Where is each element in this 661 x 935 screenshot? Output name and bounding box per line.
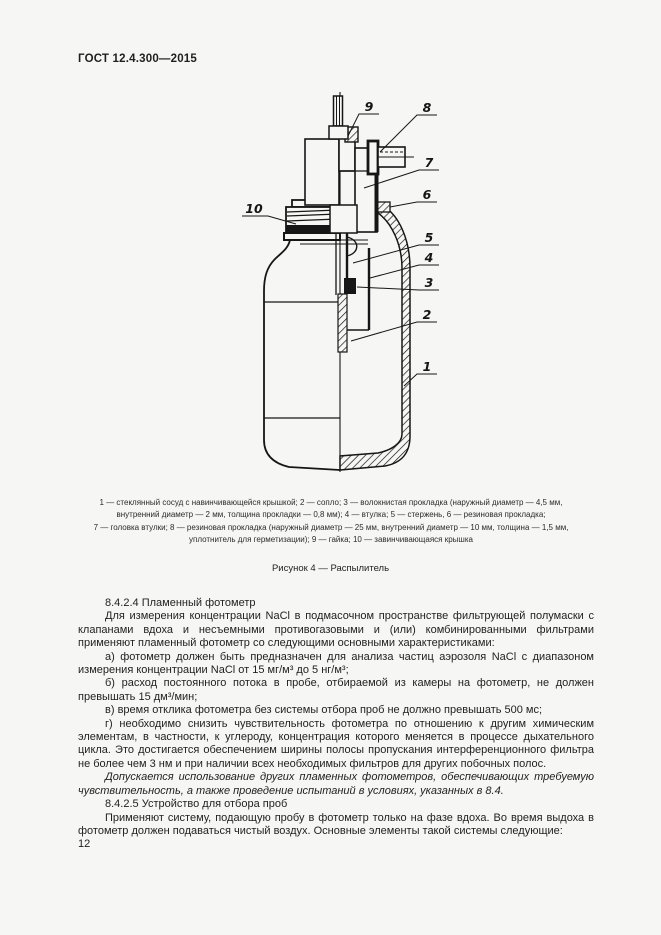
- page-header: ГОСТ 12.4.300—2015: [78, 53, 197, 65]
- paragraph-heading-8425: 8.4.2.5 Устройство для отбора проб: [105, 798, 288, 811]
- figure-caption: [66, 497, 596, 547]
- leader-line-6: [390, 202, 437, 207]
- figure-caption-line: 1 — стеклянный сосуд с навинчивающейся крышкой; 2 — сопло; 3 — волокнистая прокладка (наружный диаметр — 4,5 мм,: [99, 498, 563, 507]
- paragraph-item-g: г) необходимо снизить чувствительность фотометра по отношению к другим химическим элементам, в частности, к углероду, концентрация которого меняется в процессе дыхательного цикла. Это достигается обеспечением ширины полосы пропускания интерференционного фильтра не более чем 3 нм и при наличии всех необходимых фильтров для других побочных полос.: [78, 717, 594, 770]
- paragraph: Для измерения концентрации NaCl в подмасочном пространстве фильтрующей полумаски с клапанами вдоха и несъемными противогазовыми и (или) комбинированными фильтрами применяют пламенный фотометр со следующими основными характеристиками:: [78, 610, 594, 650]
- paragraph: Применяют систему, подающую пробу в фотометр только на фазе вдоха. Во время выдоха в фотометр должен подаваться чистый воздух. Основные элементы такой системы следующие:: [78, 811, 594, 837]
- callout-label-5: 5: [424, 230, 434, 245]
- figure-title: Рисунок 4 — Распылитель: [271, 563, 390, 574]
- paragraph-item-b: б) расход постоянного потока в пробе, отбираемой из камеры на фотометр, не должен превышать 15 дм³/мин;: [78, 677, 594, 703]
- paragraph-note-italic: Допускается использование других пламенных фотометров, обеспечивающих требуемую чувствительность, а также проведение испытаний в условиях, указанных в 8.4.: [78, 771, 594, 797]
- callout-label-8: 8: [422, 100, 432, 115]
- body-text: [78, 597, 594, 838]
- callout-label-7: 7: [424, 155, 434, 170]
- page-number: 12: [78, 838, 91, 850]
- paragraph-item-v: в) время отклика фотометра без системы отбора проб не должно превышать 500 мс;: [105, 704, 543, 717]
- figure-drawing: [0, 88, 661, 490]
- leader-line-2: [351, 322, 437, 341]
- callout-label-1: 1: [422, 359, 432, 374]
- side-tube: [368, 141, 414, 174]
- paragraph-heading-8424: 8.4.2.4 Пламенный фотометр: [105, 597, 256, 609]
- bottle-outline: [264, 240, 340, 470]
- callout-label-10: 10: [245, 201, 263, 216]
- callout-label-3: 3: [424, 275, 434, 290]
- nozzle-tip: [329, 96, 348, 139]
- paragraph-item-a: а) фотометр должен быть предназначен для анализа частиц аэрозоля NaCl с диапазоном измерения концентрации NaCl от 15 мг/м³ до 5 нг/м³;: [78, 650, 594, 677]
- glass-wall-section: [340, 206, 410, 470]
- callout-label-4: 4: [424, 250, 434, 265]
- figure-caption-line: внутренний диаметр — 2 мм, толщина прокладки — 0,8 мм); 4 — втулка; 5 — стержень, 6 — резиновая прокладка;: [116, 510, 546, 520]
- callout-label-6: 6: [422, 187, 432, 202]
- callout-label-9: 9: [364, 99, 374, 114]
- callout-label-2: 2: [422, 307, 432, 322]
- figure-caption-line: 7 — головка втулки; 8 — резиновая прокладка (наружный диаметр — 25 мм, внутренний диаметр — 10 мм, толщина — 1,5 мм,: [93, 522, 569, 532]
- internal-tube-assembly: [300, 233, 369, 352]
- figure-caption-line: уплотнитель для герметизации); 9 — гайка; 10 — завинчивающаяся крышка: [189, 535, 473, 545]
